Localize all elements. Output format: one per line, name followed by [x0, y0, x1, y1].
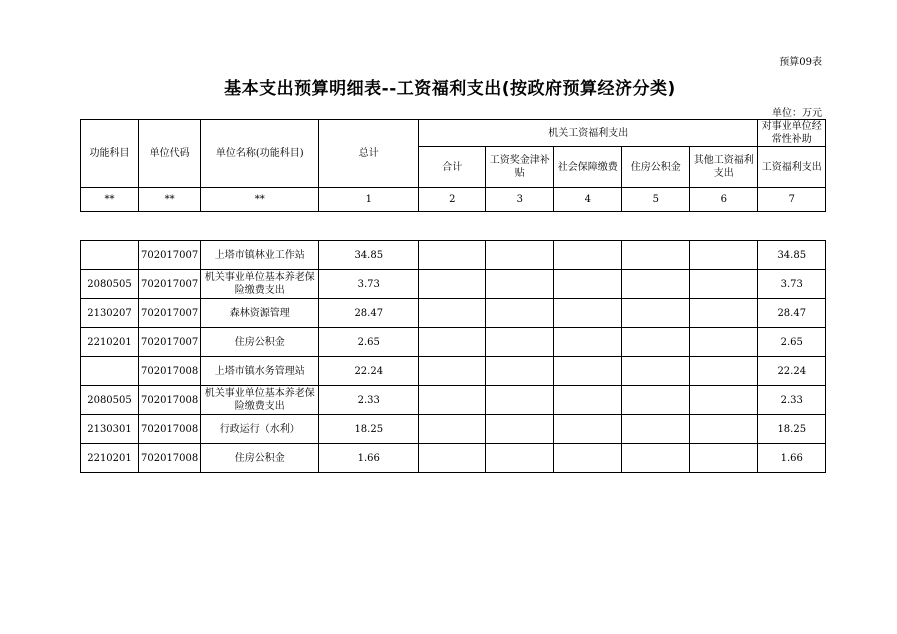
unit-name-cell: 上塔市镇水务管理站: [201, 357, 319, 386]
total-cell: 28.47: [319, 299, 419, 328]
empty-cell: [419, 415, 486, 444]
header-unit-name: 单位名称(功能科目): [201, 120, 319, 188]
header-org-group: 机关工资福利支出: [419, 120, 758, 147]
table-row: [81, 357, 826, 386]
empty-cell: [419, 444, 486, 473]
empty-cell: [690, 328, 758, 357]
empty-cell: [419, 357, 486, 386]
inst-value-cell: 2.65: [758, 328, 826, 357]
unit-name-cell: 上塔市镇林业工作站: [201, 241, 319, 270]
unit-name-cell: 森林资源管理: [201, 299, 319, 328]
empty-cell: [554, 444, 622, 473]
table-row: [81, 415, 826, 444]
empty-cell: [419, 328, 486, 357]
total-cell: 22.24: [319, 357, 419, 386]
inst-value-cell: 1.66: [758, 444, 826, 473]
empty-cell: [486, 328, 554, 357]
unit-name-cell: 行政运行（水利）: [201, 415, 319, 444]
empty-cell: [622, 415, 690, 444]
unit-code-cell: 702017007: [139, 270, 201, 299]
unit-code-cell: 702017007: [139, 241, 201, 270]
func-code-cell: 2080505: [81, 270, 139, 299]
total-cell: 34.85: [319, 241, 419, 270]
empty-cell: [690, 386, 758, 415]
table-row: [81, 241, 826, 270]
empty-cell: [486, 444, 554, 473]
unit-name-cell: 机关事业单位基本养老保险缴费支出: [201, 270, 319, 299]
unit-label: 单位：万元: [772, 108, 822, 119]
empty-cell: [622, 357, 690, 386]
empty-cell: [554, 299, 622, 328]
index-cell: 2: [419, 188, 486, 212]
inst-value-cell: 22.24: [758, 357, 826, 386]
empty-cell: [486, 357, 554, 386]
table-row: [81, 299, 826, 328]
empty-cell: [622, 241, 690, 270]
empty-cell: [622, 328, 690, 357]
empty-cell: [554, 270, 622, 299]
func-code-cell: 2210201: [81, 328, 139, 357]
unit-code-cell: 702017008: [139, 444, 201, 473]
empty-cell: [690, 270, 758, 299]
header-func-code: 功能科目: [81, 120, 139, 188]
page-title: 基本支出预算明细表--工资福利支出(按政府预算经济分类): [224, 79, 676, 99]
header-sub: 合计: [419, 147, 486, 188]
func-code-cell: 2130301: [81, 415, 139, 444]
empty-cell: [622, 386, 690, 415]
empty-cell: [554, 328, 622, 357]
empty-cell: [419, 386, 486, 415]
empty-cell: [622, 299, 690, 328]
spacer-row: [81, 212, 826, 241]
unit-code-cell: 702017008: [139, 357, 201, 386]
index-cell: **: [81, 188, 139, 212]
empty-cell: [622, 270, 690, 299]
unit-code-cell: 702017007: [139, 328, 201, 357]
empty-cell: [554, 415, 622, 444]
unit-code-cell: 702017008: [139, 386, 201, 415]
index-cell: 6: [690, 188, 758, 212]
empty-cell: [690, 241, 758, 270]
index-cell: **: [139, 188, 201, 212]
index-cell: **: [201, 188, 319, 212]
func-code-cell: 2210201: [81, 444, 139, 473]
empty-cell: [486, 270, 554, 299]
index-cell: 1: [319, 188, 419, 212]
inst-value-cell: 3.73: [758, 270, 826, 299]
empty-cell: [486, 415, 554, 444]
total-cell: 18.25: [319, 415, 419, 444]
index-cell: 4: [554, 188, 622, 212]
unit-code-cell: 702017008: [139, 415, 201, 444]
empty-cell: [690, 299, 758, 328]
total-cell: 2.65: [319, 328, 419, 357]
header-unit-code: 单位代码: [139, 120, 201, 188]
empty-cell: [419, 270, 486, 299]
inst-value-cell: 34.85: [758, 241, 826, 270]
func-code-cell: 2130207: [81, 299, 139, 328]
empty-cell: [419, 241, 486, 270]
unit-name-cell: 住房公积金: [201, 328, 319, 357]
budget-table: [80, 119, 826, 473]
header-inst-sub: 工资福利支出: [758, 147, 826, 188]
inst-value-cell: 28.47: [758, 299, 826, 328]
empty-cell: [622, 444, 690, 473]
table-row: [81, 444, 826, 473]
total-cell: 1.66: [319, 444, 419, 473]
empty-cell: [554, 386, 622, 415]
index-cell: 7: [758, 188, 826, 212]
header-inst-group: 对事业单位经常性补助: [758, 120, 826, 147]
header-sub: 社会保障缴费: [554, 147, 622, 188]
index-row: [81, 188, 826, 212]
header-total: 总计: [319, 120, 419, 188]
index-cell: 5: [622, 188, 690, 212]
table-row: [81, 328, 826, 357]
empty-cell: [486, 241, 554, 270]
empty-cell: [486, 299, 554, 328]
empty-cell: [690, 444, 758, 473]
empty-cell: [690, 357, 758, 386]
empty-cell: [419, 299, 486, 328]
header-sub: 其他工资福利支出: [690, 147, 758, 188]
header-sub: 住房公积金: [622, 147, 690, 188]
empty-cell: [554, 357, 622, 386]
func-code-cell: 2080505: [81, 386, 139, 415]
empty-cell: [486, 386, 554, 415]
total-cell: 2.33: [319, 386, 419, 415]
form-number: 预算09表: [779, 57, 822, 68]
empty-cell: [554, 241, 622, 270]
func-code-cell: [81, 241, 139, 270]
empty-cell: [690, 415, 758, 444]
unit-name-cell: 机关事业单位基本养老保险缴费支出: [201, 386, 319, 415]
func-code-cell: [81, 357, 139, 386]
table-row: [81, 386, 826, 415]
inst-value-cell: 18.25: [758, 415, 826, 444]
table-row: [81, 270, 826, 299]
unit-name-cell: 住房公积金: [201, 444, 319, 473]
index-cell: 3: [486, 188, 554, 212]
inst-value-cell: 2.33: [758, 386, 826, 415]
header-sub: 工资奖金津补贴: [486, 147, 554, 188]
total-cell: 3.73: [319, 270, 419, 299]
unit-code-cell: 702017007: [139, 299, 201, 328]
